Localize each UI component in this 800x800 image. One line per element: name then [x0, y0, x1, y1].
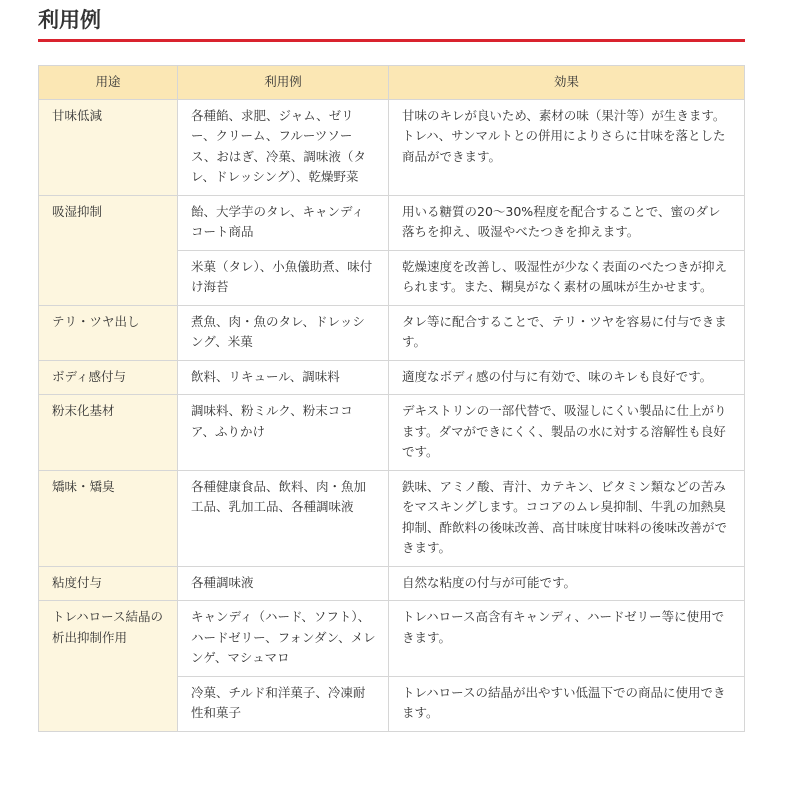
table-header-row	[39, 66, 745, 100]
usage-cell: 粉末化基材	[39, 395, 178, 471]
example-cell: 各種健康食品、飲料、肉・魚加工品、乳加工品、各種調味液	[178, 470, 389, 566]
table-row	[39, 195, 745, 250]
effect-cell: 甘味のキレが良いため、素材の味（果汁等）が生きます。トレハ、サンマルトとの併用によりさらに甘味を落とした商品ができます。	[389, 99, 745, 195]
page-title: 利用例	[38, 8, 101, 32]
effect-cell: トレハロース高含有キャンディ、ハードゼリー等に使用できます。	[389, 601, 745, 677]
usage-cell: ボディ感付与	[39, 360, 178, 395]
example-cell: 飴、大学芋のタレ、キャンディコート商品	[178, 195, 389, 250]
example-cell: 各種餡、求肥、ジャム、ゼリー、クリーム、フルーツソース、おはぎ、冷菓、調味液（タレ、ドレッシング）、乾燥野菜	[178, 99, 389, 195]
effect-cell: 自然な粘度の付与が可能です。	[389, 566, 745, 601]
table-row	[39, 395, 745, 471]
example-cell: キャンディ（ハード、ソフト）、ハードゼリー、フォンダン、メレンゲ、マシュマロ	[178, 601, 389, 677]
effect-cell: トレハロースの結晶が出やすい低温下での商品に使用できます。	[389, 676, 745, 731]
usage-cell: トレハロース結晶の析出抑制作用	[39, 601, 178, 732]
usage-examples-table	[38, 65, 745, 732]
effect-cell: 適度なボディ感の付与に有効で、味のキレも良好です。	[389, 360, 745, 395]
usage-cell: 矯味・矯臭	[39, 470, 178, 566]
example-cell: 煮魚、肉・魚のタレ、ドレッシング、米菓	[178, 305, 389, 360]
table-row	[39, 360, 745, 395]
table-row	[39, 470, 745, 566]
usage-cell: 吸湿抑制	[39, 195, 178, 305]
usage-cell: テリ・ツヤ出し	[39, 305, 178, 360]
header-effect: 効果	[389, 66, 745, 100]
example-cell: 冷菓、チルド和洋菓子、冷凍耐性和菓子	[178, 676, 389, 731]
table-row	[39, 566, 745, 601]
effect-cell: デキストリンの一部代替で、吸湿しにくい製品に仕上がります。ダマができにくく、製品の水に対する溶解性も良好です。	[389, 395, 745, 471]
table-row	[39, 601, 745, 677]
effect-cell: 乾燥速度を改善し、吸湿性が少なく表面のべたつきが抑えられます。また、糊臭がなく素材の風味が生かせます。	[389, 250, 745, 305]
table-row	[39, 305, 745, 360]
header-example: 利用例	[178, 66, 389, 100]
title-underline	[38, 39, 745, 42]
table-row	[39, 99, 745, 195]
example-cell: 各種調味液	[178, 566, 389, 601]
effect-cell: タレ等に配合することで、テリ・ツヤを容易に付与できます。	[389, 305, 745, 360]
effect-cell: 鉄味、アミノ酸、青汁、カテキン、ビタミン類などの苦みをマスキングします。ココアのムレ臭抑制、牛乳の加熱臭抑制、酢飲料の後味改善、高甘味度甘味料の後味改善ができます。	[389, 470, 745, 566]
example-cell: 調味料、粉ミルク、粉末ココア、ふりかけ	[178, 395, 389, 471]
usage-cell: 甘味低減	[39, 99, 178, 195]
effect-cell: 用いる糖質の20～30%程度を配合することで、蜜のダレ落ちを抑え、吸湿やべたつきを抑えます。	[389, 195, 745, 250]
example-cell: 飲料、リキュール、調味料	[178, 360, 389, 395]
example-cell: 米菓（タレ）、小魚儀助煮、味付け海苔	[178, 250, 389, 305]
header-usage: 用途	[39, 66, 178, 100]
usage-cell: 粘度付与	[39, 566, 178, 601]
